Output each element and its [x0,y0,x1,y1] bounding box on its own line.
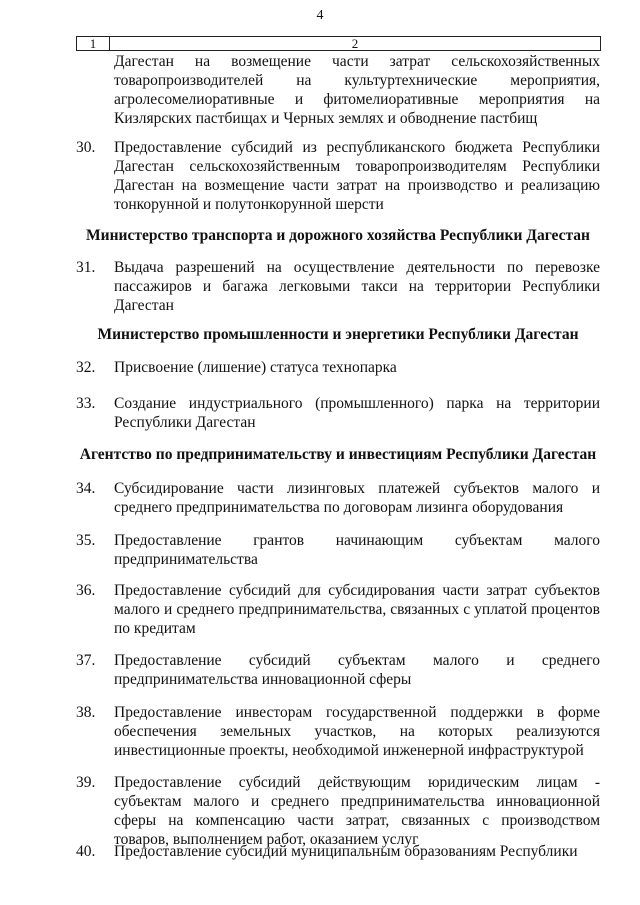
table-column-header [76,36,601,51]
item-text: Присвоение (лишение) статуса технопарка [114,359,397,376]
item-number: 31. [76,259,96,276]
list-item [76,358,600,377]
list-item [76,581,600,638]
item-number: 35. [76,532,96,549]
item-number: 30. [76,139,96,156]
page-number: 4 [316,8,324,23]
item-text: Создание индустриального (промышленного) парка на территории Республики Дагестан [114,395,600,431]
list-item [76,773,600,849]
item-text: Предоставление субсидий муниципальным образованиям Республики [114,843,578,860]
item-number: 32. [76,359,96,376]
continuation-text: Дагестан на возмещение части затрат сельскохозяйственных товаропроизводителей на культуртехнические мероприятия, агролесомелиоративные и фитомелиоративные мероприятия на Кизлярских пастбищах и Черных землях и обводнение пастбищ [114,53,600,127]
list-item [76,531,600,569]
item-number: 33. [76,395,96,412]
list-item [76,842,600,861]
item-text: Предоставление субсидий действующим юридическим лицам - субъектам малого и среднего предпринимательства инновационной сферы на компенсацию части затрат, связанных с производством товаров, выполнением работ, оказанием услуг [114,774,600,848]
item-number: 34. [76,480,96,497]
list-item [76,258,600,315]
item-number: 36. [76,582,96,599]
section-heading: Агентство по предпринимательству и инвестициям Республики Дагестан [79,446,597,463]
section-heading: Министерство транспорта и дорожного хозяйства Республики Дагестан [86,227,590,244]
item-number: 40. [76,843,96,860]
column-number-2: 2 [351,36,359,51]
item-number: 37. [76,652,96,669]
item-text: Предоставление грантов начинающим субъектам малого предпринимательства [114,532,600,568]
list-item [76,138,600,214]
list-item [76,651,600,689]
section-heading: Министерство промышленности и энергетики Республики Дагестан [97,326,579,343]
item-text: Субсидирование части лизинговых платежей субъектов малого и среднего предпринимательства по договорам лизинга оборудования [114,480,600,516]
item-number: 39. [76,774,96,791]
item-text: Предоставление субсидий из республиканского бюджета Республики Дагестан сельскохозяйственным товаропроизводителям Республики Дагестан на возмещение части затрат на производство и реализацию тонкорунной и полутонкорунной шерсти [114,139,600,213]
list-item [76,479,600,517]
item-number: 38. [76,704,96,721]
item-text: Предоставление инвесторам государственной поддержки в форме обеспечения земельных участков, на которых реализуются инвестиционные проекты, необходимой инженерной инфраструктурой [114,704,600,759]
column-number-1: 1 [77,37,110,51]
item-text: Выдача разрешений на осуществление деятельности по перевозке пассажиров и багажа легковыми такси на территории Республики Дагестан [114,259,600,314]
list-item [76,703,600,760]
item-text: Предоставление субсидий субъектам малого и среднего предпринимательства инновационной сферы [114,652,600,688]
header-rule [76,50,600,51]
item-text: Предоставление субсидий для субсидирования части затрат субъектов малого и среднего предпринимательства, связанных с уплатой процентов по кредитам [114,582,600,637]
list-item [76,394,600,432]
